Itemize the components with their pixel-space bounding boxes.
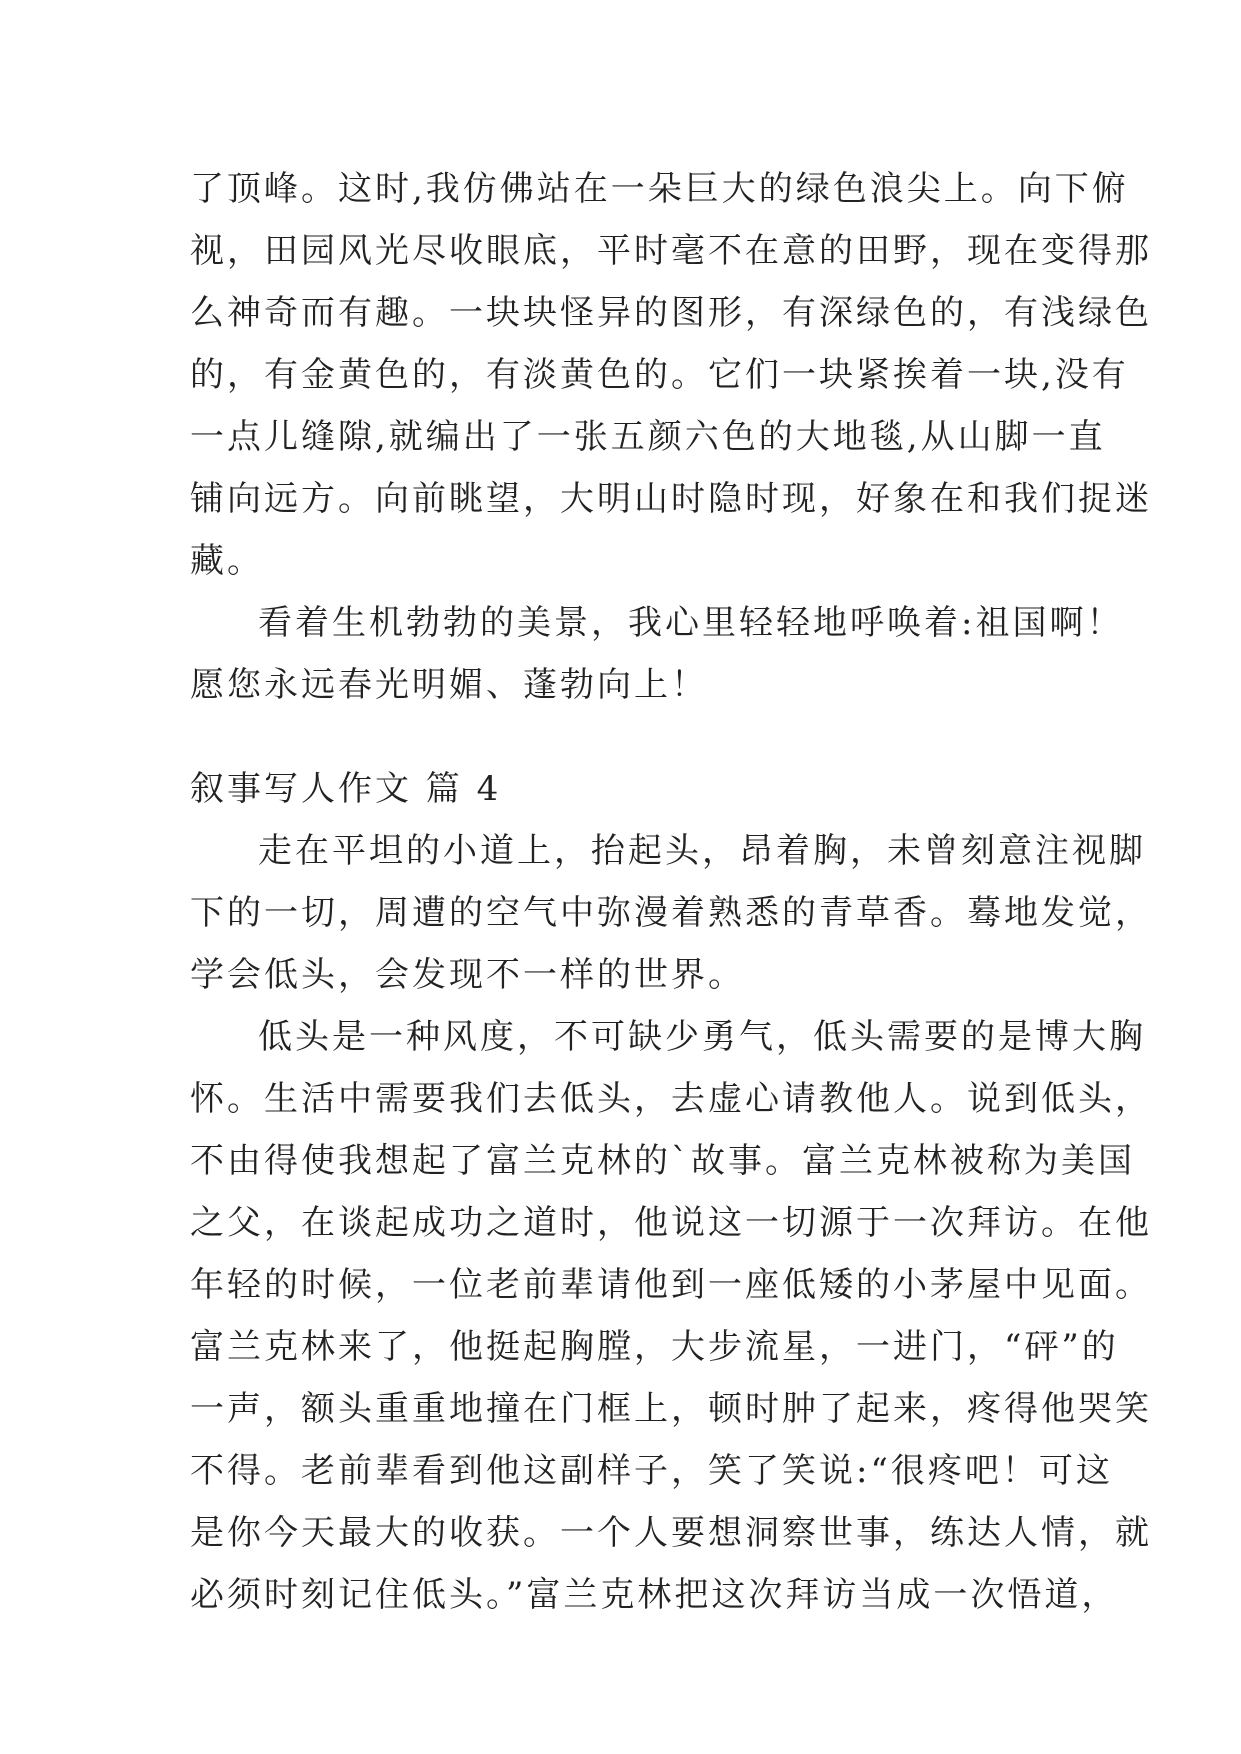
paragraph: [190, 820, 1152, 1006]
paragraph: [190, 158, 1152, 592]
document-body: [190, 158, 1152, 1626]
section-gap: [190, 716, 1070, 758]
text-line: 不得。老前辈看到他这副样子，笑了笑说:“很疼吧！可这: [190, 1451, 1113, 1491]
text-line: 下的一切，周遭的空气中弥漫着熟悉的青草香。蓦地发觉，: [190, 893, 1152, 933]
text-line: 的，有金黄色的，有淡黄色的。它们一块紧挨着一块,没有: [190, 355, 1129, 395]
text-line: 低头是一种风度，不可缺少勇气，低头需要的是博大胸: [258, 1017, 1146, 1057]
section-heading: 叙事写人作文 篇 4: [190, 769, 502, 809]
text-line: 富兰克林来了，他挺起胸膛，大步流星，一进门，“砰”的: [190, 1327, 1119, 1367]
text-line: 了顶峰。这时,我仿佛站在一朵巨大的绿色浪尖上。向下俯: [190, 169, 1129, 209]
text-line: 之父，在谈起成功之道时，他说这一切源于一次拜访。在他: [190, 1203, 1152, 1243]
text-line: 么神奇而有趣。一块块怪异的图形，有深绿色的，有浅绿色: [190, 293, 1152, 333]
text-line: 一声，额头重重地撞在门框上，顿时肿了起来，疼得他哭笑: [190, 1389, 1152, 1429]
text-line: 一点儿缝隙,就编出了一张五颜六色的大地毯,从山脚一直: [190, 417, 1106, 457]
paragraph: [190, 1006, 1152, 1626]
text-line: 不由得使我想起了富兰克林的`故事。富兰克林被称为美国: [190, 1141, 1135, 1181]
paragraph: [190, 592, 1124, 716]
text-line: 是你今天最大的收获。一个人要想洞察世事，练达人情，就: [190, 1513, 1152, 1553]
text-line: 年轻的时候，一位老前辈请他到一座低矮的小茅屋中见面。: [190, 1265, 1152, 1305]
text-line: 走在平坦的小道上，抬起头，昂着胸，未曾刻意注视脚: [258, 831, 1146, 871]
text-line: 看着生机勃勃的美景，我心里轻轻地呼唤着:祖国啊！: [258, 603, 1124, 643]
text-line: 学会低头，会发现不一样的世界。: [190, 955, 745, 995]
text-line: 愿您永远春光明媚、蓬勃向上！: [190, 665, 708, 705]
text-line: 怀。生活中需要我们去低头，去虚心请教他人。说到低头，: [190, 1079, 1152, 1119]
text-line: 藏。: [190, 541, 264, 581]
text-line: 必须时刻记住低头。”富兰克林把这次拜访当成一次悟道，: [190, 1575, 1119, 1615]
text-line: 铺向远方。向前眺望，大明山时隐时现，好象在和我们捉迷: [190, 479, 1152, 519]
text-line: 视，田园风光尽收眼底，平时毫不在意的田野，现在变得那: [190, 231, 1152, 271]
